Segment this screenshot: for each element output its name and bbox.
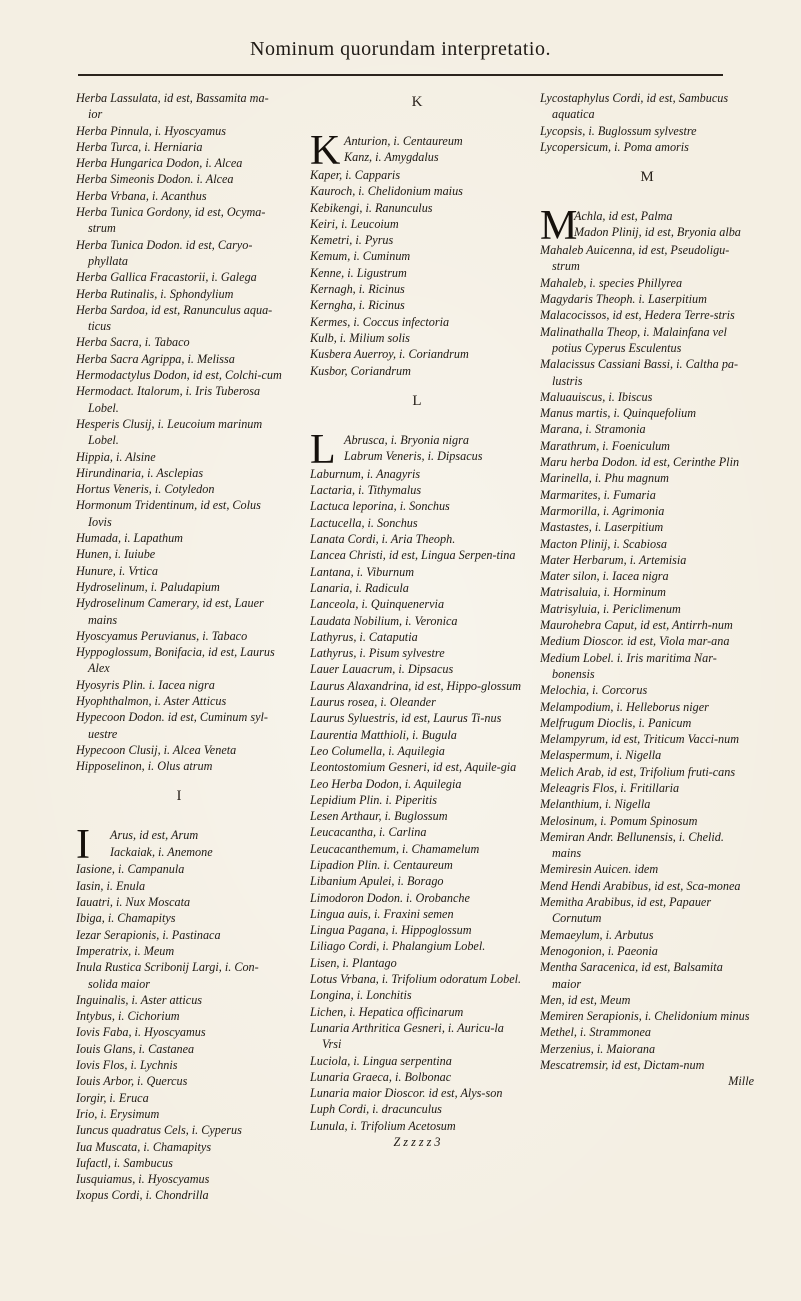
dropcap-k: K <box>310 128 341 174</box>
list-item: Lycostaphylus Cordi, id est, Sambucus aquatica <box>540 91 729 122</box>
list-item: Mater Herbarum, i. Artemisia <box>540 552 687 567</box>
list-item: Hermodact. Italorum, i. Iris Tuberosa Lobel. <box>76 384 261 415</box>
list-item: Inguinalis, i. Aster atticus <box>76 992 203 1007</box>
list-item: Mend Hendi Arabibus, id est, Sca-monea <box>540 878 741 893</box>
list-item: Maluauiscus, i. Ibiscus <box>540 389 653 404</box>
list-item: Hipposelinon, i. Olus atrum <box>76 759 213 774</box>
list-item: Kauroch, i. Chelidonium maius <box>310 184 463 199</box>
list-item: Intybus, i. Cichorium <box>76 1009 180 1024</box>
list-item: Hunen, i. Iuiube <box>76 547 156 562</box>
list-item: Lunaria maior Dioscor. id est, Alys-son <box>310 1086 503 1101</box>
list-item: Mastastes, i. Laserpitium <box>540 520 664 535</box>
list-item: Malinathalla Theop, i. Malainfana vel potius Cyperus Esculentus <box>540 324 727 355</box>
list-item: Mentha Saracenica, id est, Balsamita maior <box>540 960 723 991</box>
list-item: Memiran Andr. Bellunensis, i. Chelid. mains <box>540 829 724 861</box>
list-item: Irio, i. Erysimum <box>76 1106 160 1121</box>
list-item: Hyosyris Plin. i. Iacea nigra <box>76 677 215 692</box>
list-item: Lycopsis, i. Buglossum sylvestre <box>540 123 697 138</box>
list-item: Hormonum Tridentinum, id est, Colus Iovis <box>76 498 261 529</box>
list-item: Malacocissos, id est, Hedera Terre-stris <box>540 308 735 323</box>
dropcap-i: I <box>76 822 90 869</box>
list-item: Hydroselinum Camerary, id est, Lauer mains <box>76 596 264 627</box>
list-item: Lipadion Plin. i. Centaureum <box>310 857 453 872</box>
list-item: Marmarites, i. Fumaria <box>540 487 656 502</box>
list-item: Lotus Vrbana, i. Trifolium odoratum Lobel. <box>310 972 522 987</box>
entry-list-l <box>310 466 524 1134</box>
list-item: Lauer Lauacrum, i. Dipsacus <box>310 662 454 677</box>
list-item: Iufactl, i. Sambucus <box>76 1155 173 1170</box>
list-item: Iouis Glans, i. Castanea <box>76 1041 195 1056</box>
list-item: Iasin, i. Enula <box>76 878 146 893</box>
list-item: Hesperis Clusij, i. Leucoium marinum Lobel. <box>76 416 263 448</box>
list-item: Matrisyluia, i. Periclimenum <box>540 601 681 616</box>
list-item: Hyophthalmon, i. Aster Atticus <box>76 693 227 708</box>
list-item: Lancea Christi, id est, Lingua Serpen-tina <box>310 548 516 563</box>
list-item: Malacissus Cassiani Bassi, i. Caltha pa-lustris <box>540 357 739 388</box>
list-item: Lycopersicum, i. Poma amoris <box>540 139 689 154</box>
list-item: Lathyrus, i. Pisum sylvestre <box>310 646 445 661</box>
list-item: Leucacanthemum, i. Chamamelum <box>310 841 480 856</box>
list-item: Herba Gallica Fracastorii, i. Galega <box>76 270 257 285</box>
list-item: Libanium Apulei, i. Borago <box>310 874 444 889</box>
list-item: Medium Lobel. i. Iris maritima Nar-bonensis <box>540 650 717 681</box>
list-item: Melanthium, i. Nigella <box>540 797 651 812</box>
list-item: Memiresin Auicen. idem <box>540 862 659 877</box>
list-item: Lactucella, i. Sonchus <box>310 515 418 530</box>
list-item: Maru herba Dodon. id est, Cerinthe Plin <box>540 455 740 470</box>
list-item: Melampyrum, id est, Triticum Vacci-num <box>540 732 740 747</box>
list-item: Memaeylum, i. Arbutus <box>540 927 654 942</box>
list-item: Herba Turca, i. Herniaria <box>76 139 203 154</box>
list-item: Hippia, i. Alsine <box>76 449 156 464</box>
list-item: Herba Tunica Dodon. id est, Caryo-phyllata <box>76 237 253 268</box>
list-item: Marathrum, i. Foeniculum <box>540 438 670 453</box>
catchword: Z z z z z 3 <box>393 1135 441 1150</box>
list-item: Madon Plinij, id est, Bryonia alba <box>574 225 741 240</box>
list-item: Meleagris Flos, i. Fritillaria <box>540 780 680 795</box>
list-item: Lunula, i. Trifolium Acetosum <box>310 1118 456 1133</box>
list-item: Lanceola, i. Quinquenervia <box>310 597 445 612</box>
list-item: Kernagh, i. Ricinus <box>310 282 405 297</box>
list-item: Iovis Faba, i. Hyoscyamus <box>76 1025 206 1040</box>
list-item: Iasione, i. Campanula <box>76 862 185 877</box>
list-item: Magydaris Theoph. i. Laserpitium <box>540 292 707 307</box>
list-item: Lathyrus, i. Cataputia <box>310 629 418 644</box>
list-item: Inula Rustica Scribonij Largi, i. Con-solida maior <box>76 960 259 991</box>
list-item: Kaper, i. Capparis <box>310 168 401 182</box>
list-item: Laurus Alaxandrina, id est, Hippo-glossum <box>310 678 522 693</box>
list-item: Melaspermum, i. Nigella <box>540 748 662 763</box>
list-item: Hermodactylus Dodon, id est, Colchi-cum <box>76 368 282 383</box>
list-item: Leontostomium Gesneri, id est, Aquile-gia <box>310 760 517 775</box>
list-item: Imperatrix, i. Meum <box>76 943 175 958</box>
list-item: Iuncus quadratus Cels, i. Cyperus <box>76 1123 242 1138</box>
entry-list-m <box>540 242 754 1073</box>
list-item: Kulb, i. Milium solis <box>310 330 410 345</box>
list-item: Memitha Arabibus, id est, Papauer Cornutum <box>540 895 712 926</box>
entry-list-i <box>76 861 282 1203</box>
list-item: Hypecoon Clusij, i. Alcea Veneta <box>76 742 237 757</box>
section-lead-k <box>310 128 524 174</box>
list-item: Limodoron Dodon. i. Orobanche <box>310 890 470 905</box>
list-item: Iua Muscata, i. Chamapitys <box>76 1139 212 1154</box>
list-item: Melfrugum Dioclis, i. Panicum <box>540 715 692 730</box>
list-item: Laurentia Matthioli, i. Bugula <box>310 727 457 742</box>
list-item: Hunure, i. Vrtica <box>76 563 158 578</box>
list-item: Leucacantha, i. Carlina <box>310 825 427 840</box>
header-rule <box>78 74 723 76</box>
list-item: Iezar Serapionis, i. Pastinaca <box>76 927 221 942</box>
list-item: Hypecoon Dodon. id est, Cuminum syl-uestre <box>76 710 268 741</box>
list-item: Herba Sardoa, id est, Ranunculus aqua-ticus <box>76 302 273 334</box>
list-item: Iusquiamus, i. Hyoscyamus <box>76 1172 210 1187</box>
list-item: Kemetri, i. Pyrus <box>310 233 394 248</box>
list-item: Achla, id est, Palma <box>574 209 673 224</box>
list-item: Lactaria, i. Tithymalus <box>310 483 422 498</box>
list-item: Kanz, i. Amygdalus <box>344 150 439 165</box>
list-item: Matrisaluia, i. Horminum <box>540 585 666 600</box>
list-item: Luciola, i. Lingua serpentina <box>310 1053 452 1068</box>
list-item: Herba Pinnula, i. Hyoscyamus <box>76 123 226 138</box>
list-item: Mahaleb Auicenna, id est, Pseudoligu-strum <box>540 243 730 274</box>
list-item: Lanaria, i. Radicula <box>310 580 409 595</box>
list-item: Hirundinaria, i. Asclepias <box>76 465 204 480</box>
list-item: Melochia, i. Corcorus <box>540 683 648 698</box>
list-item: Arus, id est, Arum <box>110 828 199 843</box>
list-item: Luph Cordi, i. dracunculus <box>310 1102 442 1117</box>
list-item: Marinella, i. Phu magnum <box>540 471 669 486</box>
list-item: Lantana, i. Viburnum <box>310 564 415 579</box>
section-letter-k: K <box>411 94 423 110</box>
list-item: Lepidium Plin. i. Piperitis <box>310 792 437 807</box>
list-item: Iauatri, i. Nux Moscata <box>76 895 191 910</box>
list-item: Maurohebra Caput, id est, Antirrh-num <box>540 618 733 633</box>
list-item: Hyoscyamus Peruvianus, i. Tabaco <box>76 628 248 643</box>
list-item: Laburnum, i. Anagyris <box>310 466 421 481</box>
column-1 <box>76 90 282 1256</box>
list-item: Herba Rutinalis, i. Sphondylium <box>76 286 234 301</box>
list-item: Mater silon, i. Iacea nigra <box>540 569 669 584</box>
list-item: Mescatremsir, id est, Dictam-num <box>540 1058 705 1073</box>
list-item: Herba Sacra Agrippa, i. Melissa <box>76 351 235 366</box>
list-item: Leo Herba Dodon, i. Aquilegia <box>310 776 462 791</box>
list-item: Melosinum, i. Pomum Spinosum <box>540 813 698 828</box>
section-lead-m <box>540 203 754 250</box>
list-item: Anturion, i. Centaureum <box>344 134 463 148</box>
list-item: Labrum Veneris, i. Dipsacus <box>344 449 483 464</box>
list-item: Herba Lassulata, id est, Bassamita ma-ior <box>76 91 269 122</box>
list-item: Lingua Pagana, i. Hippoglossum <box>310 923 472 938</box>
list-item: Hortus Veneris, i. Cotyledon <box>76 482 215 497</box>
list-item: Herba Tunica Gordony, id est, Ocyma-strum <box>76 205 266 236</box>
dropcap-l: L <box>310 426 336 473</box>
list-item: Ibiga, i. Chamapitys <box>76 911 176 926</box>
entry-list-k <box>310 167 524 379</box>
list-item: Kusbera Auerroy, i. Coriandrum <box>310 347 469 362</box>
list-item: Laudata Nobilium, i. Veronica <box>310 613 458 628</box>
list-item: Herba Sacra, i. Tabaco <box>76 335 190 350</box>
list-item: Kermes, i. Coccus infectoria <box>310 314 450 329</box>
list-item: Methel, i. Strammonea <box>540 1025 652 1040</box>
list-item: Herba Vrbana, i. Acanthus <box>76 188 207 203</box>
section-letter-i: I <box>176 788 182 805</box>
list-item: Marmorilla, i. Agrimonia <box>540 503 665 518</box>
dropcap-m: M <box>540 203 578 250</box>
running-head: Nominum quorundam interpretatio. <box>250 38 551 60</box>
list-item: Lisen, i. Plantago <box>310 955 397 970</box>
list-item: Iouis Arbor, i. Quercus <box>76 1074 188 1089</box>
list-item: Hyppoglossum, Bonifacia, id est, Laurus Alex <box>76 645 275 676</box>
list-item: Lunaria Arthritica Gesneri, i. Auricu-la Vrsi <box>310 1020 504 1052</box>
list-item: Mahaleb, i. species Phillyrea <box>540 275 683 290</box>
list-item: Kusbor, Coriandrum <box>310 363 411 378</box>
list-item: Longina, i. Lonchitis <box>310 988 412 1003</box>
list-item: Iorgir, i. Eruca <box>76 1090 149 1105</box>
list-item: Lactuca leporina, i. Sonchus <box>310 499 450 514</box>
list-item: Herba Hungarica Dodon, i. Alcea <box>76 156 243 171</box>
list-item: Abrusca, i. Bryonia nigra <box>344 432 469 447</box>
list-item: Iovis Flos, i. Lychnis <box>76 1058 178 1073</box>
list-item: Ixopus Cordi, i. Chondrilla <box>76 1188 209 1203</box>
list-item: Laurus Syluestris, id est, Laurus Ti-nus <box>310 711 502 726</box>
entry-list-h <box>76 90 282 774</box>
list-item: Lingua auis, i. Fraxini semen <box>310 906 454 921</box>
catchword: Mille <box>728 1074 754 1089</box>
list-item: Kebikengi, i. Ranunculus <box>310 200 433 215</box>
list-item: Merzenius, i. Maiorana <box>540 1041 656 1056</box>
list-item: Melampodium, i. Helleborus niger <box>540 699 709 714</box>
list-item: Melich Arab, id est, Trifolium fruti-cans <box>540 764 736 779</box>
list-item: Hydroselinum, i. Paludapium <box>76 579 220 594</box>
list-item: Leo Columella, i. Aquilegia <box>310 743 445 758</box>
list-item: Kemum, i. Cuminum <box>310 249 411 264</box>
section-letter-l: L <box>412 392 422 409</box>
list-item: Humada, i. Lapathum <box>76 531 183 546</box>
list-item: Laurus rosea, i. Oleander <box>310 695 436 710</box>
list-item: Herba Simeonis Dodon. i. Alcea <box>76 172 234 187</box>
list-item: Medium Dioscor. id est, Viola mar-ana <box>540 634 730 649</box>
column-2 <box>310 90 524 1256</box>
list-item: Men, id est, Meum <box>540 992 631 1007</box>
section-letter-m: M <box>640 169 654 186</box>
list-item: Manus martis, i. Quinquefolium <box>540 406 697 421</box>
list-item: Kerngha, i. Ricinus <box>310 298 405 313</box>
list-item: Lichen, i. Hepatica officinarum <box>310 1004 464 1019</box>
list-item: Keiri, i. Leucoium <box>310 216 399 231</box>
list-item: Lunaria Graeca, i. Bolbonac <box>310 1069 452 1084</box>
entry-list-l-cont <box>540 90 754 155</box>
list-item: Marana, i. Stramonia <box>540 422 646 437</box>
column-3 <box>540 90 754 1256</box>
list-item: Menogonion, i. Paeonia <box>540 943 658 958</box>
list-item: Lanata Cordi, i. Aria Theoph. <box>310 532 456 547</box>
list-item: Lesen Arthaur, i. Buglossum <box>310 809 448 824</box>
list-item: Kenne, i. Ligustrum <box>310 265 407 280</box>
list-item: Liliago Cordi, i. Phalangium Lobel. <box>310 939 486 954</box>
section-lead-i <box>76 822 282 869</box>
list-item: Iackaiak, i. Anemone <box>110 844 213 859</box>
section-lead-l <box>310 426 524 473</box>
list-item: Macton Plinij, i. Scabiosa <box>540 536 667 551</box>
list-item: Memiren Serapionis, i. Chelidonium minus <box>540 1009 750 1024</box>
